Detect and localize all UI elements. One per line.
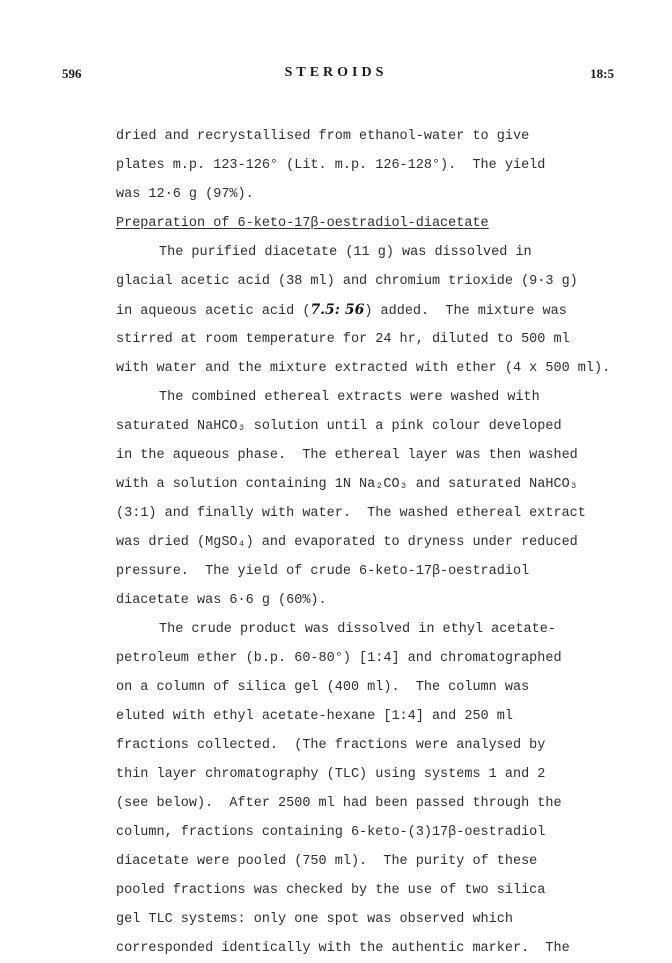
line-text: with a solution containing 1N Na₂CO₃ and saturated NaHCO₃ — [116, 477, 578, 492]
text-line — [116, 847, 656, 876]
line-text-continued: ) added. The mixture was — [364, 304, 567, 319]
text-line — [116, 731, 656, 760]
line-text: (3:1) and finally with water. The washed ethereal extract — [116, 506, 586, 521]
text-line — [116, 789, 656, 818]
page-number: 596 — [62, 66, 82, 81]
line-text: thin layer chromatography (TLC) using systems 1 and 2 — [116, 767, 546, 782]
line-text: was dried (MgSO₄) and evaporated to dryness under reduced — [116, 535, 578, 550]
text-line — [116, 354, 656, 383]
text-line — [116, 180, 656, 209]
text-line — [116, 586, 656, 615]
line-text: fractions collected. (The fractions were analysed by — [116, 738, 546, 753]
line-text: pressure. The yield of crude 6-keto-17β-oestradiol — [116, 564, 530, 579]
line-text: pooled fractions was checked by the use of two silica — [116, 883, 546, 898]
section-heading — [116, 209, 656, 238]
text-line — [116, 499, 656, 528]
text-line — [116, 702, 656, 731]
line-text: petroleum ether (b.p. 60-80°) [1:4] and chromatographed — [116, 651, 562, 666]
line-text: saturated NaHCO₃ solution until a pink colour developed — [116, 419, 562, 434]
text-line — [116, 267, 656, 296]
text-line — [116, 296, 656, 325]
body-text — [116, 122, 656, 963]
text-line — [116, 412, 656, 441]
line-text: in aqueous acetic acid ( — [116, 304, 311, 319]
text-line — [116, 760, 656, 789]
line-text: The combined ethereal extracts were washed with — [159, 390, 540, 405]
text-line — [116, 151, 656, 180]
text-line — [116, 615, 656, 644]
line-text: dried and recrystallised from ethanol-water to give — [116, 129, 530, 144]
line-text: in the aqueous phase. The ethereal layer was then washed — [116, 448, 578, 463]
line-text: gel TLC systems: only one spot was observed which — [116, 912, 513, 927]
text-line — [116, 818, 656, 847]
line-text: corresponded identically with the authentic marker. The — [116, 941, 570, 956]
handwritten-annotation: 7.5: 56 — [310, 302, 365, 318]
line-text: eluted with ethyl acetate-hexane [1:4] and 250 ml — [116, 709, 513, 724]
line-text: glacial acetic acid (38 ml) and chromium trioxide (9·3 g) — [116, 274, 578, 289]
text-line — [116, 557, 656, 586]
issue-number: 18:5 — [590, 66, 614, 81]
line-text: was 12·6 g (97%). — [116, 187, 254, 202]
text-line — [116, 673, 656, 702]
text-line — [116, 905, 656, 934]
text-line — [116, 122, 656, 151]
line-text: plates m.p. 123-126° (Lit. m.p. 126-128°). The yield — [116, 158, 546, 173]
line-text: stirred at room temperature for 24 hr, diluted to 500 ml — [116, 332, 570, 347]
text-line — [116, 470, 656, 499]
text-line — [116, 644, 656, 673]
line-text: diacetate was 6·6 g (60%). — [116, 593, 327, 608]
text-line — [116, 876, 656, 905]
text-line — [116, 528, 656, 557]
text-line — [116, 325, 656, 354]
line-text: with water and the mixture extracted with ether (4 x 500 ml). — [116, 361, 611, 376]
line-text: (see below). After 2500 ml had been passed through the — [116, 796, 562, 811]
line-text: on a column of silica gel (400 ml). The column was — [116, 680, 530, 695]
text-line — [116, 934, 656, 963]
text-line — [116, 238, 656, 267]
running-header — [0, 66, 672, 86]
text-line — [116, 383, 656, 412]
line-text: The crude product was dissolved in ethyl acetate- — [159, 622, 556, 637]
line-text: Preparation of 6-keto-17β-oestradiol-diacetate — [116, 216, 489, 231]
journal-title: STEROIDS — [284, 65, 388, 80]
line-text: column, fractions containing 6-keto-(3)17β-oestradiol — [116, 825, 546, 840]
line-text: The purified diacetate (11 g) was dissolved in — [159, 245, 532, 260]
line-text: diacetate were pooled (750 ml). The purity of these — [116, 854, 538, 869]
text-line — [116, 441, 656, 470]
